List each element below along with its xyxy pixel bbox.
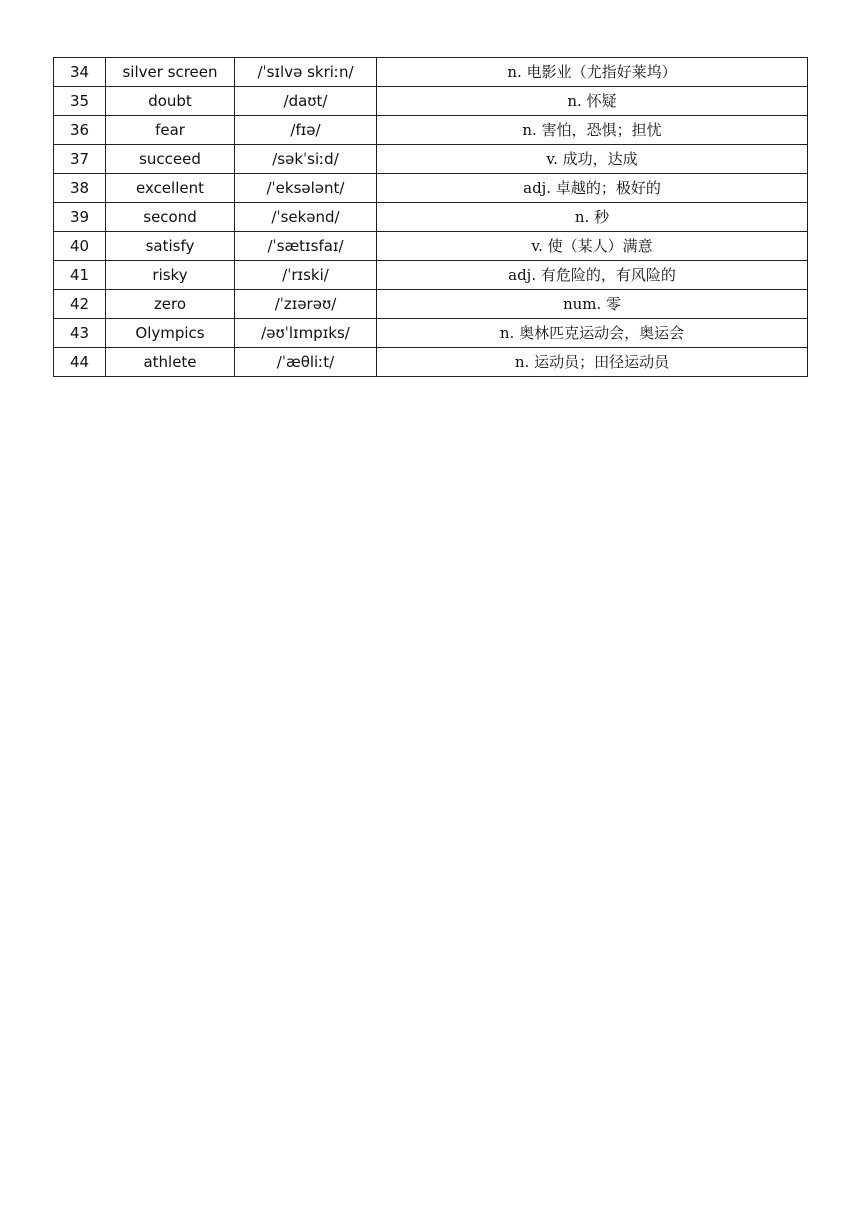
phonetic: /ˈzɪərəʊ/ — [235, 290, 377, 319]
word: risky — [106, 261, 235, 290]
definition: n. 怀疑 — [377, 87, 808, 116]
table-row — [54, 203, 808, 232]
table-row — [54, 87, 808, 116]
row-number: 42 — [54, 290, 106, 319]
table-row — [54, 261, 808, 290]
table-row — [54, 319, 808, 348]
word: athlete — [106, 348, 235, 377]
definition: n. 奥林匹克运动会，奥运会 — [377, 319, 808, 348]
row-number: 34 — [54, 58, 106, 87]
phonetic: /daʊt/ — [235, 87, 377, 116]
word: excellent — [106, 174, 235, 203]
phonetic: /səkˈsiːd/ — [235, 145, 377, 174]
word: doubt — [106, 87, 235, 116]
definition: num. 零 — [377, 290, 808, 319]
phonetic: /ˈæθliːt/ — [235, 348, 377, 377]
table-row — [54, 174, 808, 203]
definition: n. 害怕，恐惧；担忧 — [377, 116, 808, 145]
row-number: 41 — [54, 261, 106, 290]
definition: n. 运动员；田径运动员 — [377, 348, 808, 377]
phonetic: /ˈsætɪsfaɪ/ — [235, 232, 377, 261]
row-number: 37 — [54, 145, 106, 174]
definition: n. 电影业（尤指好莱坞） — [377, 58, 808, 87]
word: fear — [106, 116, 235, 145]
phonetic: /ˈsɪlvə skriːn/ — [235, 58, 377, 87]
vocabulary-table-body — [54, 58, 808, 377]
phonetic: /ˈeksələnt/ — [235, 174, 377, 203]
table-row — [54, 58, 808, 87]
table-row — [54, 116, 808, 145]
phonetic: /əʊˈlɪmpɪks/ — [235, 319, 377, 348]
word: zero — [106, 290, 235, 319]
definition: adj. 有危险的，有风险的 — [377, 261, 808, 290]
word: Olympics — [106, 319, 235, 348]
definition: adj. 卓越的；极好的 — [377, 174, 808, 203]
definition: n. 秒 — [377, 203, 808, 232]
row-number: 38 — [54, 174, 106, 203]
row-number: 44 — [54, 348, 106, 377]
row-number: 40 — [54, 232, 106, 261]
phonetic: /ˈrɪski/ — [235, 261, 377, 290]
phonetic: /fɪə/ — [235, 116, 377, 145]
word: silver screen — [106, 58, 235, 87]
word: succeed — [106, 145, 235, 174]
row-number: 43 — [54, 319, 106, 348]
vocabulary-table — [53, 57, 808, 377]
row-number: 36 — [54, 116, 106, 145]
phonetic: /ˈsekənd/ — [235, 203, 377, 232]
definition: v. 使（某人）满意 — [377, 232, 808, 261]
word: second — [106, 203, 235, 232]
table-row — [54, 348, 808, 377]
word: satisfy — [106, 232, 235, 261]
table-row — [54, 145, 808, 174]
row-number: 39 — [54, 203, 106, 232]
table-row — [54, 290, 808, 319]
table-row — [54, 232, 808, 261]
row-number: 35 — [54, 87, 106, 116]
definition: v. 成功，达成 — [377, 145, 808, 174]
